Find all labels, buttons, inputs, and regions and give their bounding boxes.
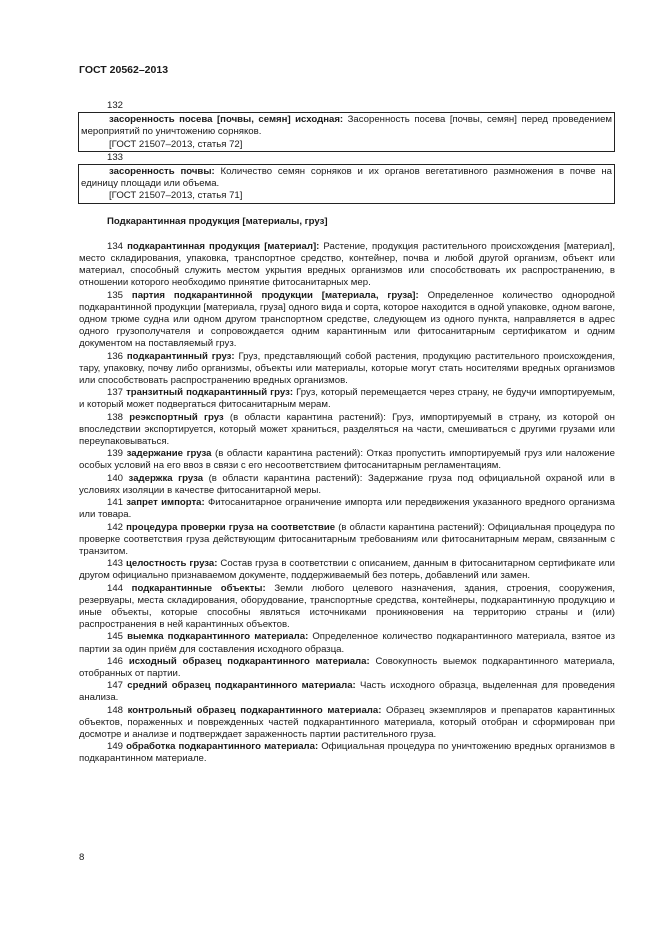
term-number: 146 — [107, 655, 129, 667]
term-number: 141 — [107, 497, 127, 509]
term-number: 143 — [107, 558, 126, 570]
term-title: задержка груза — [128, 472, 204, 484]
term-definition: Состав груза в соответствии с описанием, данным в фитосанитарном сертификате или другом официально признаваемом документе, поддерживаемый без потерь, добавлений или замен. — [79, 558, 615, 582]
term-title: выемка подкарантинного материала: — [127, 631, 309, 643]
term-entry — [79, 473, 615, 497]
term-entry — [79, 705, 615, 742]
term-definition: Официальная процедура по уничтожению вредных организмов в подкарантинном материале. — [79, 741, 615, 765]
term-list — [79, 241, 615, 766]
term-definition: Груз, представляющий собой растения, продукцию растительного происхождения, тару, упаковку, почву либо организмы, объекты или материалы, которые могут стать носителями вредных организмов или способствовать распространению вредных организмов. — [79, 350, 615, 387]
term-entry — [81, 166, 612, 190]
term-title: реэкспортный груз — [129, 411, 224, 423]
term-number: 148 — [107, 704, 128, 716]
term-title: засоренность почвы: — [109, 166, 215, 178]
term-entry — [79, 351, 615, 388]
term-entry — [79, 522, 615, 559]
document-body — [79, 100, 615, 766]
term-definition: Совокупность выемок подкарантинного материала, отобранных от партии. — [79, 655, 615, 679]
term-definition: Определенное количество подкарантинного материала, взятое из партии за один приём для составления исходного образца. — [79, 631, 615, 655]
term-number: 140 — [107, 472, 129, 484]
term-number: 134 — [107, 240, 128, 252]
term-definition: Земли любого целевого назначения, здания, строения, сооружения, резервуары, места складирования, оборудование, транспортные средства, контейнеры, подкарантинную продукцию и иные объекты, которые способны являться источниками проникновения на территорию страны и (или) распространения в ней карантинных объектов. — [79, 582, 615, 631]
term-title: средний образец подкарантинного материала: — [127, 680, 356, 692]
term-entry — [79, 412, 615, 449]
term-number: 136 — [107, 350, 127, 362]
term-number: 142 — [107, 521, 127, 533]
term-title: целостность груза: — [125, 558, 218, 570]
term-box-132 — [78, 112, 615, 152]
term-entry — [79, 741, 615, 765]
term-number: 133 — [107, 151, 124, 163]
term-definition: Определенное количество однородной подкарантинной продукции [материала, груза] одного вида и сорта, которое находится в одной упаковке, одном вагоне, одном трюме судна или одном другом транспортном средстве, следующем из одного пункта, направляется в адрес одного грузополучателя и сопровождается одним карантинным или фитосанитарным сертификатом и одним документом на поставляемый груз. — [79, 289, 615, 350]
term-definition: Образец экземпляров и препаратов карантинных объектов, пораженных и поврежденных частей подкарантинного материала, который отобран и сформирован при досмотре и анализе и подтверждает зараженность партии растительного груза. — [79, 704, 615, 740]
term-definition: Груз, который перемещается через страну, не будучи импортируемым, и который может подвергаться фитосанитарным мерам. — [79, 387, 615, 411]
term-title: процедура проверки груза на соответствие — [126, 521, 336, 533]
term-definition: (в области карантина растений): Отказ пропустить импортируемый груз или наложение особых условий на его ввоз в связи с его несоответствием фитосанитарным регламентациям. — [79, 448, 615, 472]
term-definition: Засоренность посева [почвы, семян] перед проведением мероприятий по уничтожению сорняков. — [81, 114, 612, 138]
document-header: ГОСТ 20562–2013 — [79, 64, 169, 76]
term-definition: Фитосанитарное ограничение импорта или передвижения указанного вредного организма или товара. — [79, 497, 615, 521]
term-definition: (в области карантина растений): Груз, импортируемый в страну, из которой он впоследствии экспортируется, который может храниться, разделяться на части, смешиваться с другими грузами или переупаковываться. — [79, 411, 615, 448]
term-entry — [79, 290, 615, 351]
term-title: подкарантинные объекты: — [131, 582, 266, 594]
term-entry — [79, 656, 615, 680]
term-title: подкарантинная продукция [материал]: — [127, 240, 320, 252]
term-entry — [79, 241, 615, 290]
term-box-133 — [78, 164, 615, 204]
section-title: Подкарантинная продукция [материалы, груз] — [107, 215, 328, 227]
term-title: подкарантинный груз: — [126, 350, 235, 362]
term-entry — [79, 497, 615, 521]
term-definition: Количество семян сорняков и их органов вегетативного размножения в почве на единицу площади или объема. — [81, 166, 612, 190]
term-entry — [79, 387, 615, 411]
term-number: 144 — [107, 582, 132, 594]
term-number: 135 — [107, 289, 132, 301]
term-title: контрольный образец подкарантинного материала: — [127, 704, 382, 716]
term-entry — [79, 583, 615, 632]
term-definition: Растение, продукция растительного происхождения [материал], место складирования, упаковка, транспортное средство, контейнер, почва и любой другой организм, объект или материал, способный служить местом укрытия вредных организмов или способствовать их распространению, в отношении которого необходимо принятие фитосанитарных мер. — [79, 240, 616, 289]
term-definition: (в области карантина растений): Официальная процедура по проверке соответствия груза действующим фитосанитарным требованиям или фитосанитарным мерам, связанным с транзитом. — [79, 521, 615, 557]
term-definition: Часть исходного образца, выделенная для проведения анализа. — [79, 680, 615, 704]
term-number: 132 — [107, 100, 124, 111]
term-title: исходный образец подкарантинного материала: — [128, 655, 370, 667]
term-number: 139 — [107, 448, 127, 460]
term-source: [ГОСТ 21507–2013, статья 71] — [109, 190, 243, 202]
term-number: 147 — [107, 680, 128, 692]
page-number: 8 — [79, 852, 85, 863]
term-number: 149 — [107, 741, 127, 753]
term-title: партия подкарантинной продукции [материала, груза]: — [131, 289, 419, 301]
term-title: задержание груза — [126, 448, 212, 460]
term-number: 138 — [107, 411, 130, 423]
term-entry — [79, 631, 615, 655]
term-title: запрет импорта: — [126, 497, 205, 509]
term-entry — [79, 448, 615, 472]
term-source: [ГОСТ 21507–2013, статья 72] — [109, 138, 243, 150]
term-entry — [81, 114, 612, 138]
term-number: 145 — [107, 631, 128, 643]
term-title: засоренность посева [почвы, семян] исходная: — [109, 114, 344, 126]
term-number: 137 — [107, 387, 127, 399]
term-title: транзитный подкарантинный груз: — [126, 387, 294, 399]
term-entry — [79, 680, 615, 704]
term-definition: (в области карантина растений): Задержание груза под официальной охраной или в условиях изоляции в качестве фитосанитарной меры. — [79, 472, 615, 496]
term-entry — [79, 558, 615, 582]
term-title: обработка подкарантинного материала: — [126, 741, 319, 753]
